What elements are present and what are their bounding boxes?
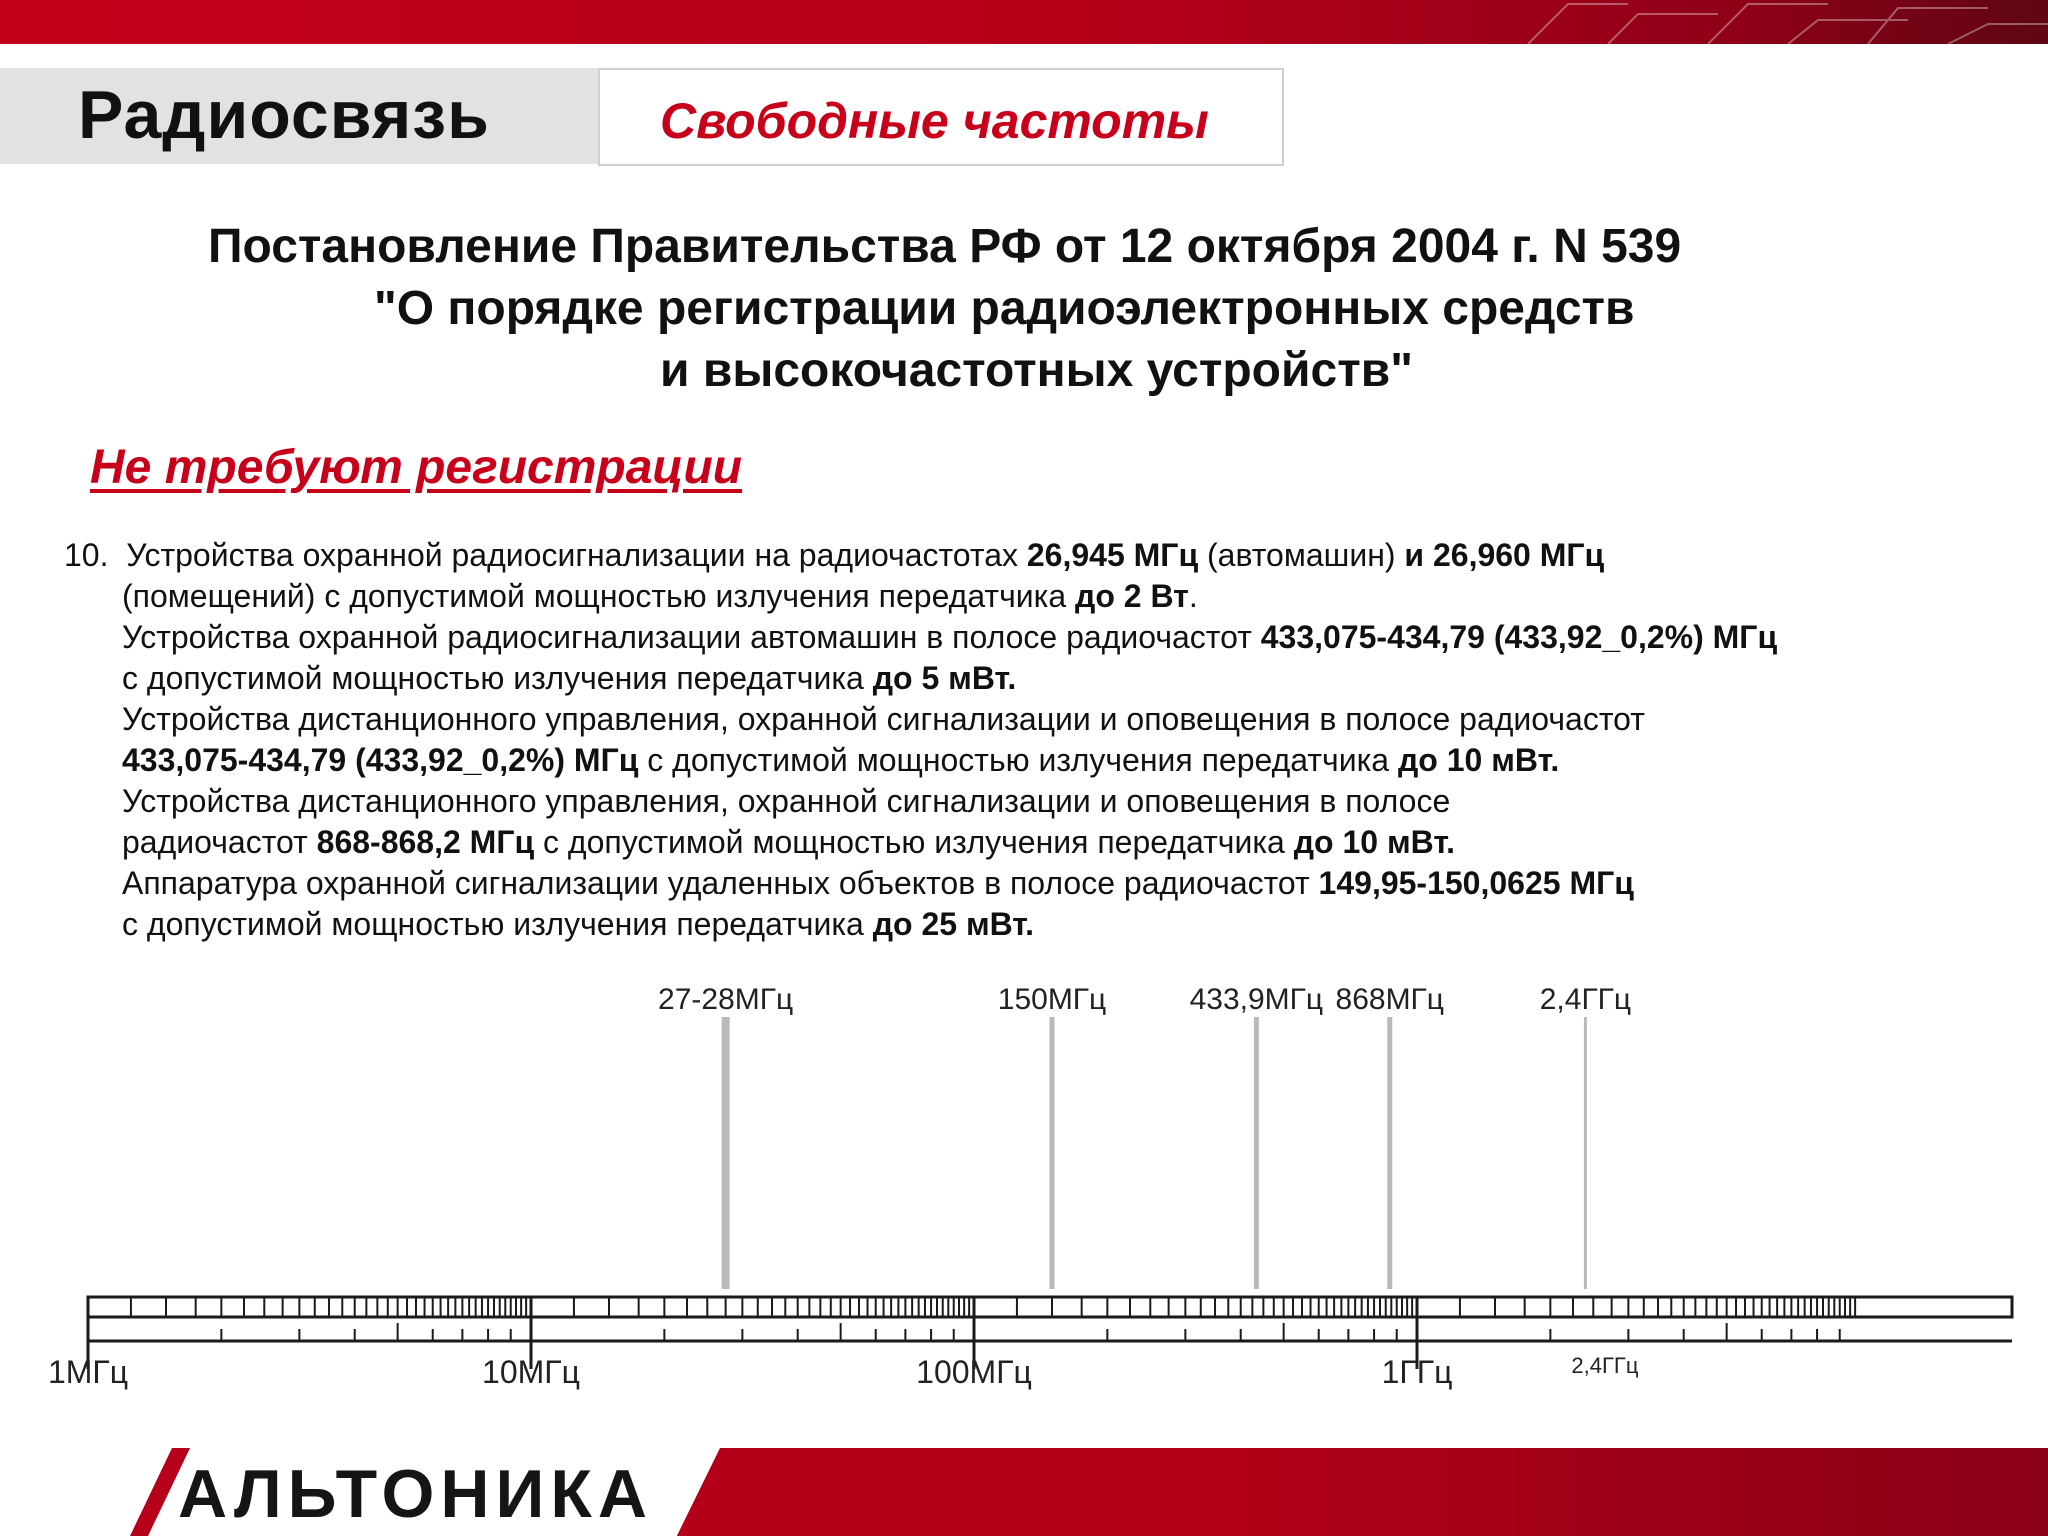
item-10-text	[64, 535, 1777, 945]
text-span: Устройства охранной радиосигнализации автомашин в полосе радиочастот	[122, 619, 1261, 655]
circuit-pattern-decoration	[1488, 0, 2048, 44]
frequency-marker-line	[722, 1017, 730, 1289]
text-span: с допустимой мощностью излучения передатчика	[534, 824, 1294, 860]
frequency-marker-label: 868МГц	[1335, 983, 1445, 1016]
subtitle: Свободные частоты	[660, 93, 1209, 149]
text-span: с допустимой мощностью излучения передатчика	[122, 660, 873, 696]
text-span: Устройства дистанционного управления, охранной сигнализации и оповещения в полосе	[122, 783, 1451, 819]
item-line-7	[64, 781, 1777, 822]
item-number: 10.	[64, 537, 109, 573]
item-line-9	[64, 863, 1777, 904]
no-registration-heading: Не требуют регистрации	[90, 441, 743, 494]
decree-line-1: Постановление Правительства РФ от 12 октября 2004 г. N 539	[208, 220, 1682, 273]
axis-label: 1МГц	[47, 1354, 129, 1390]
decree-line-2: "О порядке регистрации радиоэлектронных средств	[374, 282, 1635, 335]
axis-label: 2,4ГГц	[1571, 1353, 1639, 1378]
top-banner	[0, 0, 2048, 44]
item-line-1	[64, 535, 1777, 576]
text-span: с допустимой мощностью излучения передатчика	[638, 742, 1398, 778]
altonika-logo: АЛЬТОНИКА	[178, 1456, 653, 1532]
power-value: до 5 мВт.	[872, 660, 1017, 696]
item-line-10	[64, 904, 1777, 945]
section-title: Радиосвязь	[78, 77, 490, 153]
frequency-marker-label: 150МГц	[997, 983, 1107, 1016]
text-span: Аппаратура охранной сигнализации удаленных объектов в полосе радиочастот	[122, 865, 1319, 901]
frequency-marker-line	[1050, 1017, 1055, 1289]
item-line-2	[64, 576, 1777, 617]
axis-label: 100МГц	[916, 1354, 1032, 1390]
text-span: (автомашин)	[1198, 537, 1405, 573]
frequency-value: 433,075-434,79 (433,92_0,2%) МГц	[122, 742, 639, 778]
decree-line-3: и высокочастотных устройств"	[660, 344, 1413, 397]
item-line-8	[64, 822, 1777, 863]
frequency-marker-label: 433,9МГц	[1189, 983, 1324, 1016]
frequency-marker-label: 27-28МГц	[658, 983, 794, 1016]
power-value: до 10 мВт.	[1293, 824, 1456, 860]
text-span: (помещений) с допустимой мощностью излучения передатчика	[122, 578, 1076, 614]
power-value: до 2 Вт	[1075, 578, 1189, 614]
frequency-value: 433,075-434,79 (433,92_0,2%) МГц	[1260, 619, 1778, 655]
text-span: с допустимой мощностью излучения передатчика	[122, 906, 873, 942]
item-line-5	[64, 699, 1777, 740]
frequency-marker-label: 2,4ГГц	[1539, 983, 1632, 1016]
frequency-marker-line	[1387, 1017, 1392, 1289]
axis-label: 1ГГц	[1381, 1354, 1453, 1390]
text-span: Устройства охранной радиосигнализации на радиочастотах	[126, 537, 1027, 573]
frequency-value: 149,95-150,0625 МГц	[1318, 865, 1634, 901]
frequency-marker-line	[1584, 1017, 1587, 1289]
text-span: Устройства дистанционного управления, охранной сигнализации и оповещения в полосе радиочастот	[122, 701, 1645, 737]
item-line-4	[64, 658, 1777, 699]
frequency-value: 26,945 МГц	[1026, 537, 1199, 573]
power-value: до 25 мВт.	[872, 906, 1035, 942]
frequency-value: 868-868,2 МГц	[316, 824, 535, 860]
text-span: радиочастот	[122, 824, 317, 860]
item-line-3	[64, 617, 1777, 658]
frequency-value: и 26,960 МГц	[1404, 537, 1605, 573]
item-line-6	[64, 740, 1777, 781]
text-span: .	[1188, 578, 1198, 614]
power-value: до 10 мВт.	[1397, 742, 1560, 778]
frequency-scale	[0, 975, 2048, 1415]
axis-label: 10МГц	[482, 1354, 580, 1390]
frequency-marker-line	[1254, 1017, 1259, 1289]
